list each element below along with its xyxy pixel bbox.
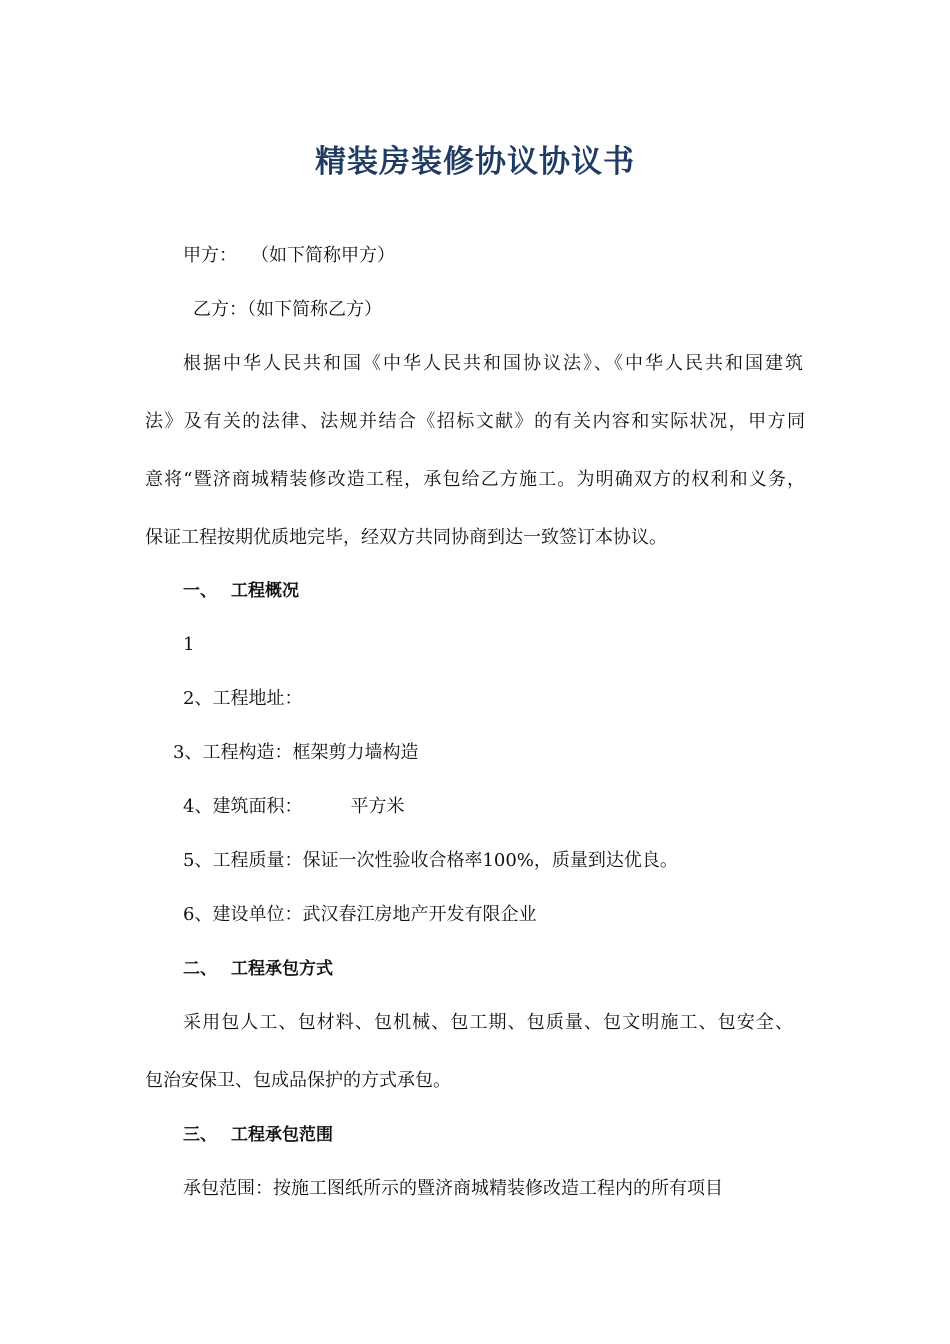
section-1-item-1: 1 bbox=[183, 634, 195, 655]
party-a-note: （如下简称甲方） bbox=[251, 245, 395, 266]
party-a-line bbox=[183, 243, 395, 269]
section-2-title: 工程承包方式 bbox=[231, 959, 333, 979]
section-1-heading bbox=[183, 578, 299, 604]
intro-line-4: 保证工程按期优质地完毕，经双方共同协商到达一致签订本协议。 bbox=[145, 527, 667, 548]
section-1-item-3: 3、工程构造：框架剪力墙构造 bbox=[173, 742, 419, 763]
section-2-line-1: 采用包人工、包材料、包机械、包工期、包质量、包文明施工、包安全、 bbox=[183, 1012, 793, 1033]
party-b-label: 乙方： bbox=[193, 299, 247, 320]
party-a-label: 甲方： bbox=[183, 245, 237, 266]
section-1-title: 工程概况 bbox=[231, 581, 299, 601]
building-area-label: 4、建筑面积： bbox=[183, 796, 303, 817]
section-1-item-5: 5、工程质量：保证一次性验收合格率100%，质量到达优良。 bbox=[183, 850, 678, 871]
building-area-unit: 平方米 bbox=[350, 796, 405, 817]
document-title: 精装房装修协议协议书 bbox=[315, 144, 635, 180]
section-2-number: 二、 bbox=[183, 959, 217, 979]
section-2-heading bbox=[183, 956, 333, 982]
intro-line-1: 根据中华人民共和国《中华人民共和国协议法》、《中华人民共和国建筑 bbox=[183, 353, 803, 374]
section-1-item-6: 6、建设单位：武汉春江房地产开发有限企业 bbox=[183, 904, 537, 925]
section-2-line-2: 包治安保卫、包成品保护的方式承包。 bbox=[145, 1070, 451, 1091]
section-3-title: 工程承包范围 bbox=[231, 1125, 333, 1145]
section-1-item-4 bbox=[183, 794, 404, 820]
section-1-number: 一、 bbox=[183, 581, 217, 601]
section-3-line-1: 承包范围：按施工图纸所示的暨济商城精装修改造工程内的所有项目 bbox=[183, 1178, 723, 1199]
intro-line-2: 法》及有关的法律、法规并结合《招标文献》的有关内容和实际状况，甲方同 bbox=[145, 411, 805, 432]
section-3-number: 三、 bbox=[183, 1125, 217, 1145]
section-1-item-2: 2、工程地址： bbox=[183, 688, 303, 709]
party-b-line bbox=[193, 297, 382, 323]
party-b-note: （如下简称乙方） bbox=[247, 299, 382, 320]
section-3-heading bbox=[183, 1122, 333, 1148]
intro-line-3: 意将“暨济商城精装修改造工程，承包给乙方施工。为明确双方的权利和义务， bbox=[145, 469, 805, 490]
